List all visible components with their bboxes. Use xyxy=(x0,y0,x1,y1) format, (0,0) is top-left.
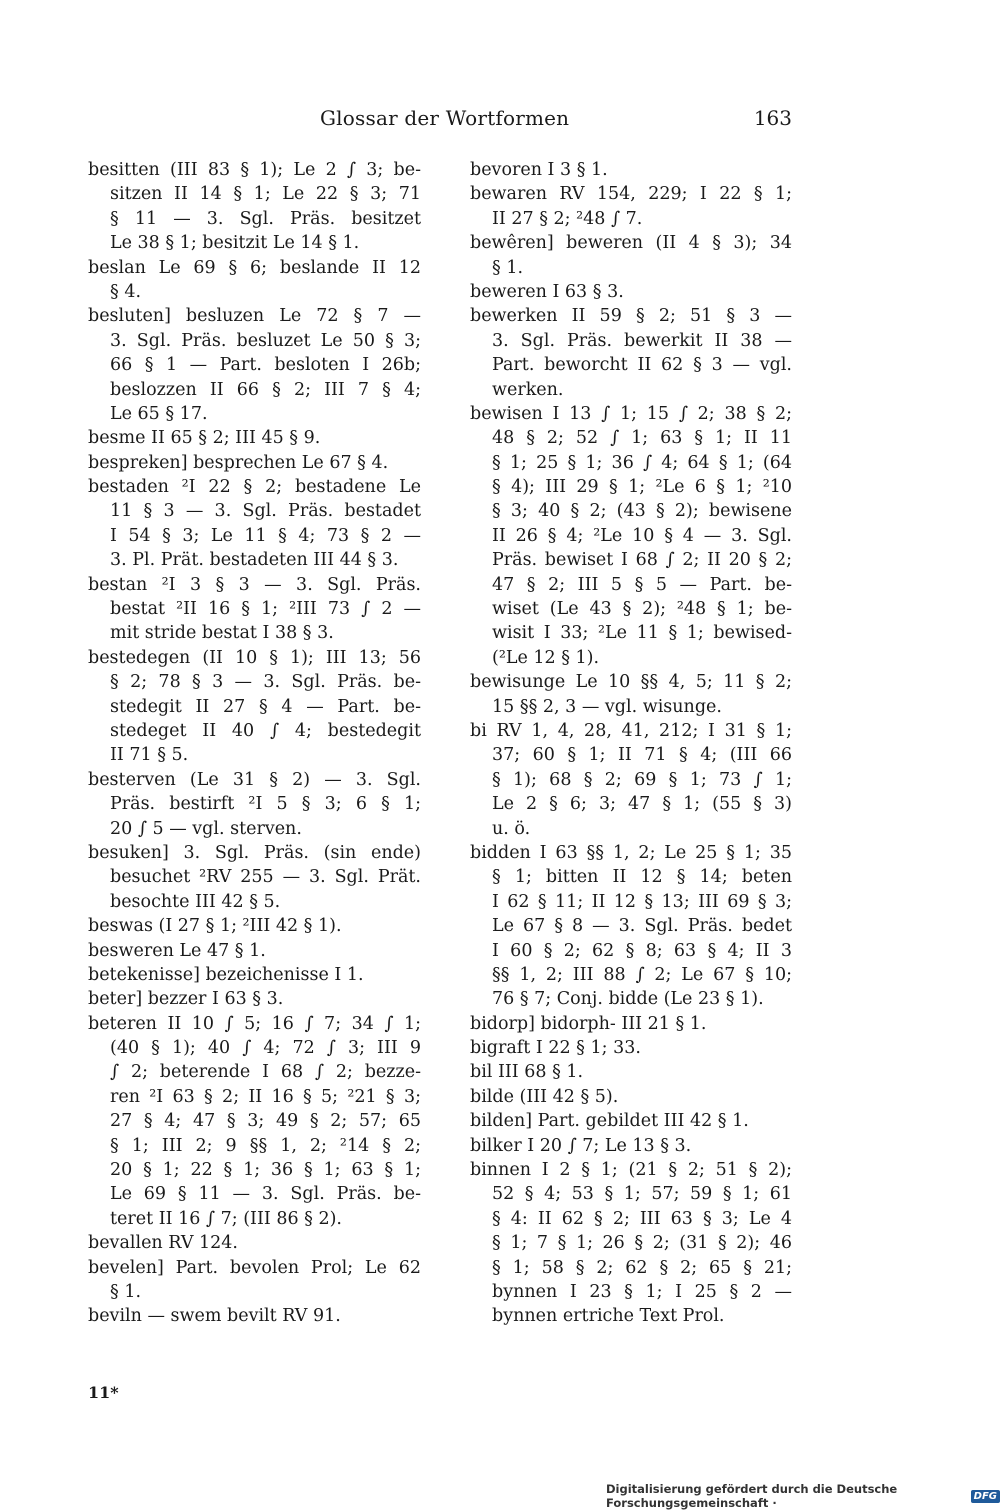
entry-line: I 60 § 2; 62 § 8; 63 § 4; II 3 xyxy=(492,940,792,961)
entry-line: bewerken II 59 § 2; 51 § 3 — xyxy=(470,306,792,327)
entry-line: Le 67 § 8 — 3. Sgl. Präs. bedet xyxy=(492,916,792,937)
page-number: 163 xyxy=(753,106,792,130)
entry-line: 48 § 2; 52 ∫ 1; 63 § 1; II 11 xyxy=(492,428,792,449)
entry-line: wiset (Le 43 § 2); ²48 § 1; be- xyxy=(492,599,792,620)
entry-line: 20 ∫ 5 — vgl. sterven. xyxy=(110,818,302,839)
entry-line: § 2; 78 § 3 — 3. Sgl. Präs. be- xyxy=(110,672,421,693)
glossary-entry xyxy=(88,646,421,768)
glossary-entry xyxy=(470,1134,792,1158)
entry-line: § 1; 7 § 1; 26 § 2; (31 § 2); 46 xyxy=(492,1233,792,1254)
entry-line: II 71 § 5. xyxy=(110,745,189,766)
entry-line: § 1. xyxy=(492,257,524,278)
entry-line: § 1; bitten II 12 § 14; beten xyxy=(492,867,792,888)
entry-line: bestaden ²I 22 § 2; bestadene Le xyxy=(88,477,421,498)
glossary-entry xyxy=(470,182,792,231)
entry-line: § 3; 40 § 2; (43 § 2); bewisene xyxy=(492,501,792,522)
entry-line: werken. xyxy=(492,379,564,400)
entry-line: Part. beworcht II 62 § 3 — vgl. xyxy=(492,355,792,376)
glossary-entry xyxy=(88,1012,421,1232)
entry-line: bestat ²II 16 § 1; ²III 73 ∫ 2 — xyxy=(110,599,421,620)
entry-line: beslan Le 69 § 6; beslande II 12 xyxy=(88,257,421,278)
entry-line: bynnen I 23 § 1; I 25 § 2 — xyxy=(492,1281,792,1302)
entry-line: bilde (III 42 § 5). xyxy=(470,1086,619,1107)
entry-line: bi RV 1, 4, 28, 41, 212; I 31 § 1; xyxy=(470,720,792,741)
entry-line: bewaren RV 154, 229; I 22 § 1; xyxy=(470,184,792,205)
entry-line: ren ²I 63 § 2; II 16 § 5; ²21 § 3; xyxy=(110,1086,421,1107)
entry-line: teret II 16 ∫ 7; (III 86 § 2). xyxy=(110,1208,342,1229)
entry-line: bevelen] Part. bevolen Prol; Le 62 xyxy=(88,1257,421,1278)
entry-line: 3. Sgl. Präs. bewerkit II 38 — xyxy=(492,330,792,351)
entry-line: bewisen I 13 ∫ 1; 15 ∫ 2; 38 § 2; xyxy=(470,403,792,424)
entry-line: 76 § 7; Conj. bidde (Le 23 § 1). xyxy=(492,989,764,1010)
glossary-entry xyxy=(470,1060,792,1084)
entry-line: (²Le 12 § 1). xyxy=(492,647,600,668)
entry-line: bilker I 20 ∫ 7; Le 13 § 3. xyxy=(470,1135,692,1156)
entry-line: bilden] Part. gebildet III 42 § 1. xyxy=(470,1111,749,1132)
entry-line: (40 § 1); 40 ∫ 4; 72 ∫ 3; III 9 xyxy=(110,1038,421,1059)
entry-line: bidden I 63 §§ 1, 2; Le 25 § 1; 35 xyxy=(470,842,792,863)
entry-line: § 1. xyxy=(110,1281,142,1302)
entry-line: bil III 68 § 1. xyxy=(470,1062,584,1083)
entry-line: § 1); 68 § 2; 69 § 1; 73 ∫ 1; xyxy=(492,769,792,790)
entry-line: bestan ²I 3 § 3 — 3. Sgl. Präs. xyxy=(88,574,421,595)
entry-line: ∫ 2; beterende I 68 ∫ 2; bezze- xyxy=(110,1062,421,1083)
entry-line: 20 § 1; 22 § 1; 36 § 1; 63 § 1; xyxy=(110,1160,421,1181)
entry-line: beter] bezzer I 63 § 3. xyxy=(88,989,284,1010)
glossary-entry xyxy=(470,1085,792,1109)
entry-line: betekenisse] bezeichenisse I 1. xyxy=(88,964,364,985)
glossary-entry xyxy=(470,841,792,1012)
entry-line: bynnen ertriche Text Prol. xyxy=(492,1306,725,1327)
entry-line: 11 § 3 — 3. Sgl. Präs. bestadet xyxy=(110,501,421,522)
glossary-entry xyxy=(88,1231,421,1255)
entry-line: bestedegen (II 10 § 1); III 13; 56 xyxy=(88,647,421,668)
entry-line: stedeget II 40 ∫ 4; bestedegit xyxy=(110,720,421,741)
running-header xyxy=(88,106,792,136)
glossary-entry xyxy=(88,573,421,646)
entry-line: 27 § 4; 47 § 3; 49 § 2; 57; 65 xyxy=(110,1111,421,1132)
entry-line: § 4: II 62 § 2; III 63 § 3; Le 4 xyxy=(492,1208,792,1229)
entry-line: 3. Sgl. Präs. besluzet Le 50 § 3; xyxy=(110,330,421,351)
entry-line: binnen I 2 § 1; (21 § 2; 51 § 2); xyxy=(470,1160,792,1181)
left-column xyxy=(88,158,421,1329)
glossary-entry xyxy=(470,719,792,841)
entry-line: II 26 § 4; ²Le 10 § 4 — 3. Sgl. xyxy=(492,525,792,546)
glossary-entry xyxy=(470,158,792,182)
glossary-entry xyxy=(470,280,792,304)
glossary-entry xyxy=(88,987,421,1011)
entry-line: I 54 § 3; Le 11 § 4; 73 § 2 — xyxy=(110,525,421,546)
entry-line: § 4. xyxy=(110,281,142,302)
entry-line: bewisunge Le 10 §§ 4, 5; 11 § 2; xyxy=(470,672,792,693)
entry-line: 15 §§ 2, 3 — vgl. wisunge. xyxy=(492,696,722,717)
entry-line: bespreken] besprechen Le 67 § 4. xyxy=(88,452,389,473)
glossary-entry xyxy=(470,670,792,719)
right-column xyxy=(470,158,792,1329)
glossary-entry xyxy=(88,451,421,475)
entry-line: § 1; 58 § 2; 62 § 2; 65 § 21; xyxy=(492,1257,792,1278)
entry-line: besme II 65 § 2; III 45 § 9. xyxy=(88,428,321,449)
glossary-entry xyxy=(88,1256,421,1305)
entry-line: Le 65 § 17. xyxy=(110,403,208,424)
entry-line: beslozzen II 66 § 2; III 7 § 4; xyxy=(110,379,421,400)
entry-line: besuchet ²RV 255 — 3. Sgl. Prät. xyxy=(110,867,421,888)
entry-line: stedegit II 27 § 4 — Part. be- xyxy=(110,696,421,717)
entry-line: bevoren I 3 § 1. xyxy=(470,160,608,180)
glossary-entry xyxy=(470,1036,792,1060)
entry-line: § 1; 25 § 1; 36 ∫ 4; 64 § 1; (64 xyxy=(492,452,792,473)
entry-line: Le 2 § 6; 3; 47 § 1; (55 § 3) xyxy=(492,794,792,815)
glossary-entry xyxy=(88,426,421,450)
entry-line: § 1; III 2; 9 §§ 1, 2; ²14 § 2; xyxy=(110,1135,421,1156)
entry-line: Präs. bestirft ²I 5 § 3; 6 § 1; xyxy=(110,794,421,815)
entry-line: wisit I 33; ²Le 11 § 1; bewised- xyxy=(492,623,792,644)
entry-line: besweren Le 47 § 1. xyxy=(88,940,266,961)
glossary-entry xyxy=(470,1012,792,1036)
entry-line: Le 38 § 1; besitzit Le 14 § 1. xyxy=(110,233,360,254)
entry-line: besluten] besluzen Le 72 § 7 — xyxy=(88,306,421,327)
footer-attribution xyxy=(606,1482,1000,1510)
glossary-entry xyxy=(470,1109,792,1133)
entry-line: besitten (III 83 § 1); Le 2 ∫ 3; be- xyxy=(88,160,421,180)
entry-line: 47 § 2; III 5 § 5 — Part. be- xyxy=(492,574,792,595)
entry-line: beswas (I 27 § 1; ²III 42 § 1). xyxy=(88,916,342,937)
printer-signature: 11* xyxy=(88,1383,119,1402)
entry-line: I 62 § 11; II 12 § 13; III 69 § 3; xyxy=(492,891,792,912)
entry-line: beteren II 10 ∫ 5; 16 ∫ 7; 34 ∫ 1; xyxy=(88,1013,421,1034)
glossary-entry xyxy=(88,963,421,987)
entry-line: 3. Pl. Prät. bestadeten III 44 § 3. xyxy=(110,550,399,571)
glossary-entry xyxy=(470,231,792,280)
glossary-entry xyxy=(88,158,421,256)
entry-line: mit stride bestat I 38 § 3. xyxy=(110,623,334,644)
entry-line: II 27 § 2; ²48 ∫ 7. xyxy=(492,208,643,229)
entry-line: 52 § 4; 53 § 1; 57; 59 § 1; 61 xyxy=(492,1184,792,1205)
entry-line: bevallen RV 124. xyxy=(88,1233,238,1254)
glossary-entry xyxy=(88,768,421,841)
entry-line: 37; 60 § 1; II 71 § 4; (III 66 xyxy=(492,745,792,766)
entry-line: 66 § 1 — Part. besloten I 26b; xyxy=(110,355,421,376)
glossary-entry xyxy=(88,475,421,573)
entry-line: Le 69 § 11 — 3. Sgl. Präs. be- xyxy=(110,1184,421,1205)
entry-line: bewêren] beweren (II 4 § 3); 34 xyxy=(470,233,792,254)
footer-text: Digitalisierung gefördert durch die Deutsche Forschungsgemeinschaft · xyxy=(606,1482,898,1510)
entry-line: besochte III 42 § 5. xyxy=(110,891,281,912)
glossary-entry xyxy=(470,402,792,670)
entry-line: besuken] 3. Sgl. Präs. (sin ende) xyxy=(88,842,421,863)
glossary-entry xyxy=(470,304,792,402)
entry-line: §§ 1, 2; III 88 ∫ 2; Le 67 § 10; xyxy=(492,964,792,985)
glossary-entry xyxy=(88,914,421,938)
glossary-entry xyxy=(88,304,421,426)
entry-line: beweren I 63 § 3. xyxy=(470,281,624,302)
glossary-entry xyxy=(88,939,421,963)
entry-line: besterven (Le 31 § 2) — 3. Sgl. xyxy=(88,769,421,790)
entry-line: beviln — swem bevilt RV 91. xyxy=(88,1306,341,1327)
glossary-entry xyxy=(470,1158,792,1329)
header-title: Glossar der Wortformen xyxy=(320,106,570,130)
entry-line: bigraft I 22 § 1; 33. xyxy=(470,1038,641,1059)
glossary-entry xyxy=(88,841,421,914)
glossary-entry xyxy=(88,1304,421,1328)
entry-line: bidorp] bidorph- III 21 § 1. xyxy=(470,1013,707,1034)
dfg-logo-icon: DFG xyxy=(971,1490,1000,1503)
entry-line: sitzen II 14 § 1; Le 22 § 3; 71 xyxy=(110,184,421,205)
entry-line: § 4); III 29 § 1; ²Le 6 § 1; ²10 xyxy=(492,477,792,498)
entry-line: Präs. bewiset I 68 ∫ 2; II 20 § 2; xyxy=(492,550,792,571)
glossary-entry xyxy=(88,256,421,305)
entry-line: § 11 — 3. Sgl. Präs. besitzet xyxy=(110,208,421,229)
entry-line: u. ö. xyxy=(492,818,531,839)
